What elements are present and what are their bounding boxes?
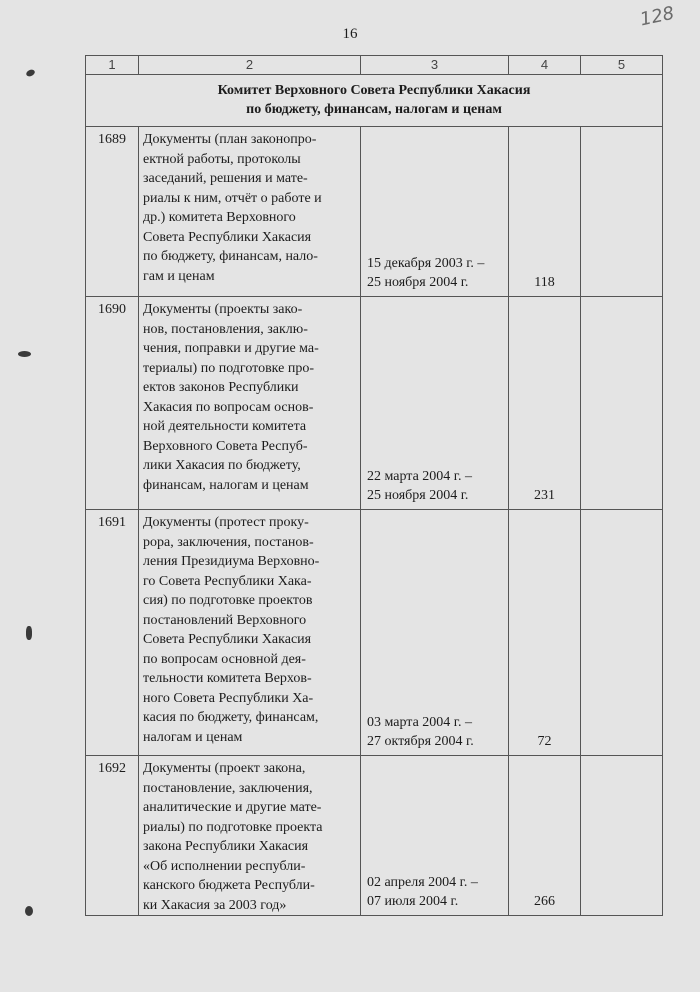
record-date-to: 25 ноября 2004 г. — [367, 275, 469, 290]
section-heading-line: Комитет Верховного Совета Республики Хакасия — [217, 83, 531, 98]
record-title-line: сия) по подготовке проектов — [143, 593, 313, 608]
record-sheet-count-value: 118 — [534, 275, 555, 290]
record-number: 1692 — [86, 756, 139, 916]
record-sheet-count-value: 72 — [537, 734, 552, 749]
record-title-line: гам и ценам — [143, 268, 215, 284]
record-number: 1690 — [86, 297, 139, 510]
binding-hole-mark — [26, 626, 32, 640]
table-row — [86, 127, 663, 297]
record-title-line: го Совета Республики Хака- — [143, 573, 312, 589]
column-number: 3 — [361, 56, 509, 75]
section-heading — [86, 75, 663, 127]
record-date-from: 02 апреля 2004 г. – — [367, 875, 478, 890]
record-title-line: риалы к ним, отчёт о работе и — [143, 190, 322, 206]
record-title-line: по бюджету, финансам, нало- — [143, 249, 318, 264]
record-date-from: 15 декабря 2003 г. – — [367, 256, 485, 271]
record-title-line: постановление, заключения, — [143, 780, 313, 796]
record-title-line: рора, заключения, постанов- — [143, 534, 314, 550]
record-note — [581, 756, 663, 916]
section-heading-row — [86, 75, 663, 127]
record-title-line: ектной работы, протоколы — [143, 151, 301, 167]
record-title-line: нов, постановления, заклю- — [143, 321, 308, 337]
record-sheet-count-value: 231 — [534, 488, 555, 503]
record-date-to: 25 ноября 2004 г. — [367, 488, 469, 503]
record-title-line: Документы (проекты зако- — [143, 302, 303, 317]
record-title — [139, 297, 361, 510]
record-title-line: ления Президиума Верховно- — [143, 554, 320, 569]
table-row — [86, 756, 663, 916]
record-title-line: тельности комитета Верхов- — [143, 671, 312, 686]
record-title-line: аналитические и другие мате- — [143, 800, 322, 815]
record-title-line: закона Республики Хакасия — [143, 839, 309, 854]
record-title-line: териалы) по подготовке про- — [143, 360, 314, 376]
section-heading-line: по бюджету, финансам, налогам и ценам — [246, 102, 502, 117]
record-title-line: Документы (план законопро- — [143, 132, 317, 147]
inventory-table — [85, 55, 663, 916]
record-sheet-count — [509, 510, 581, 756]
archive-sheet-number: 128 — [638, 2, 677, 31]
record-title-line: риалы) по подготовке проекта — [143, 819, 323, 835]
binding-hole-mark — [25, 68, 36, 77]
record-title-line: заседаний, решения и мате- — [143, 171, 308, 186]
record-title-line: касия по бюджету, финансам, — [143, 710, 319, 725]
column-number: 5 — [581, 56, 663, 75]
record-date-from: 22 марта 2004 г. – — [367, 469, 472, 484]
record-date-to: 07 июля 2004 г. — [367, 894, 459, 909]
record-sheet-count — [509, 756, 581, 916]
record-number: 1691 — [86, 510, 139, 756]
column-number-row — [86, 56, 663, 75]
record-title-line: лики Хакасия по бюджету, — [143, 458, 301, 473]
record-title-line: канского бюджета Республи- — [143, 878, 315, 893]
table-row — [86, 297, 663, 510]
record-title-line: Совета Республики Хакасия — [143, 229, 312, 245]
record-title-line: Совета Республики Хакасия — [143, 632, 312, 647]
record-title-line: «Об исполнении республи- — [143, 858, 306, 874]
record-sheet-count-value: 266 — [534, 894, 555, 909]
record-title-line: постановлений Верховного — [143, 612, 307, 628]
column-number: 4 — [509, 56, 581, 75]
record-title-line: Документы (проект закона, — [143, 761, 306, 776]
record-title — [139, 127, 361, 297]
record-dates — [361, 127, 509, 297]
table-row — [86, 510, 663, 756]
binding-hole-mark — [25, 906, 33, 916]
record-note — [581, 127, 663, 297]
record-title-line: финансам, налогам и ценам — [143, 477, 309, 493]
record-date-from: 03 марта 2004 г. – — [367, 715, 472, 730]
record-title — [139, 756, 361, 916]
record-title-line: др.) комитета Верховного — [143, 210, 296, 225]
record-title-line: налогам и ценам — [143, 729, 243, 745]
record-sheet-count — [509, 127, 581, 297]
record-title-line: ектов законов Республики — [143, 380, 299, 395]
record-dates — [361, 756, 509, 916]
column-number: 1 — [86, 56, 139, 75]
record-title-line: Документы (протест проку- — [143, 515, 309, 530]
record-dates — [361, 297, 509, 510]
page-number: 16 — [342, 26, 358, 42]
record-date-to: 27 октября 2004 г. — [367, 734, 474, 749]
record-number: 1689 — [86, 127, 139, 297]
record-title-line: ного Совета Республики Ха- — [143, 690, 314, 706]
record-note — [581, 297, 663, 510]
column-number: 2 — [139, 56, 361, 75]
binding-hole-mark — [18, 351, 31, 357]
record-sheet-count — [509, 297, 581, 510]
record-title-line: Хакасия по вопросам основ- — [143, 399, 314, 415]
record-title — [139, 510, 361, 756]
record-title-line: чения, поправки и другие ма- — [143, 341, 319, 356]
record-title-line: ки Хакасия за 2003 год» — [143, 897, 287, 913]
record-title-line: ной деятельности комитета — [143, 419, 307, 434]
record-title-line: Верховного Совета Респуб- — [143, 438, 308, 454]
record-note — [581, 510, 663, 756]
record-title-line: по вопросам основной дея- — [143, 651, 306, 667]
record-dates — [361, 510, 509, 756]
